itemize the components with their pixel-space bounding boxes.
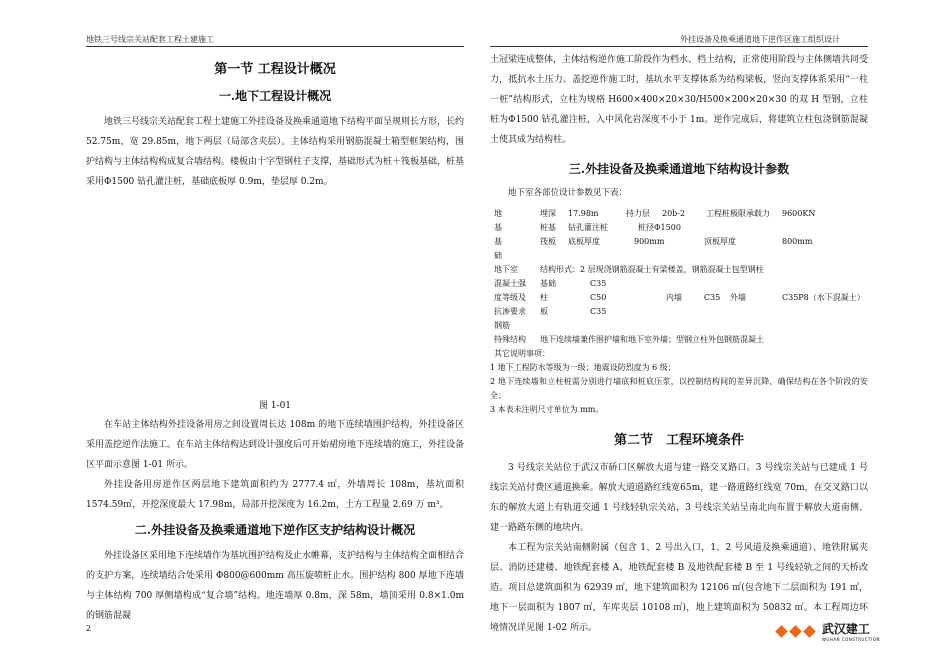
table-cell: 基础 [540, 279, 556, 288]
table-cell: 基 [494, 223, 502, 232]
note: 1 地下工程防水等级为一级；地震设防烈度为 6 级； [490, 363, 676, 372]
paragraph: 外挂设备区采用地下连续墙作为基坑围护结构及止水帷幕，支护结构与主体结构全面相结合的支护方案，连续墙结合处采用 Φ800@600mm 高压旋喷桩止水。围护结构 800 厚地下连墙与主体结构 700 厚侧墙构成“复合墙”结构。地连墙厚 0.8m，深 58m，墙顶采用 0.8×1.0m 的钢筋混凝 [86, 551, 465, 621]
logo-subtitle: WUHAN CONSTRUCTION [821, 637, 880, 642]
table-cell: C35 [704, 293, 721, 302]
subsection-title: 二.外挂设备及换乘通道地下逆作区支护结构设计概况 [134, 523, 416, 537]
logo-text [822, 620, 880, 642]
table-row [490, 291, 868, 305]
table-row [490, 263, 868, 277]
table-cell: 抗渗要求 [494, 307, 526, 316]
table-cell: 内墙 [666, 293, 682, 302]
table-intro: 地下室各部位设计参数见下表： [508, 188, 628, 198]
paragraph: 3 号线宗关站位于武汉市硚口区解放大道与建一路交叉路口。3 号线宗关站与已建成 1 号线宗关站付费区通道换乘。解放大道道路红线宽65m，建一路道路红线宽 70m，在交叉路口以东的解放大道上有轨道交通 1 号线轻轨宗关站，3 号线宗关站呈南北向布置于解放大道南侧、建一路路东侧的地块内。 [490, 463, 868, 533]
table-notes [490, 361, 868, 417]
header-left: 地铁三号线宗关站配套工程土建施工 [86, 35, 214, 44]
table-cell: 结构形式：2 层现浇钢筋混凝土有梁楼盖，钢筋混凝土包型钢柱 [540, 265, 764, 274]
logo-diamond-icon [775, 625, 816, 638]
section-title: 第一节 工程设计概况 [214, 62, 336, 77]
right-page [490, 50, 868, 638]
figure-area [86, 192, 464, 392]
table-cell: 800mm [782, 237, 813, 246]
table-cell: C50 [590, 293, 607, 302]
table-cell: 基 [494, 237, 502, 246]
table-row [490, 347, 868, 361]
table-cell: C35 [590, 279, 607, 288]
paragraph: 在车站主体结构外挂设备用房之间设置周长达 108m 的地下连续墙围护结构，外挂设备区采用盖挖逆作法施工。在车站主体结构达到设计强度后可开始裙房地下连续墙的施工，外挂设备区平面示意图 1-01 所示。 [86, 420, 465, 470]
paragraph: 土冠梁连成整体，主体结构逆作施工阶段作为档水、档土结构，正常使用阶段与主体侧墙共同受力，抵抗水土压力。盖挖逆作施工时，基坑水平支撑体系为结构梁板，竖向支撑体系采用“一柱一桩”结构形式，立柱为规格 H600×400×20×30/H500×200×20×30 的双 H 型钢，立柱桩为Φ1500 钻孔灌注桩，入中风化岩深度不小于 1m。逆作完成后，将建筑立柱包浇钢筋混凝土使其成为结构柱。 [490, 55, 869, 145]
table-cell: C35 [590, 307, 607, 316]
table-row [490, 319, 868, 333]
table-cell: 底板厚度 [568, 237, 600, 246]
table-cell: 20b-2 [662, 209, 686, 218]
table-cell: C35P8（水下混凝土） [782, 293, 865, 302]
table-cell: 地 [494, 209, 502, 218]
table-cell: 顶板厚度 [704, 237, 736, 246]
table-cell: 筏板 [540, 237, 556, 246]
table-row [490, 249, 868, 263]
paragraph: 地铁三号线宗关站配套工程土建施工外挂设备及换乘通道地下结构平面呈规则长方形，长约52.75m，宽 29.85m，地下两层（局部含夹层）。主体结构采用钢筋混凝土箱型框架结构，围护结构与主体结构构成复合墙结构。楼板由十字型钢柱子支撑，基础形式为桩＋筏板基础，桩基采用Φ1500 钻孔灌注桩，基础底板厚 0.9m，垫层厚 0.2m。 [86, 117, 465, 187]
table-cell: 钢筋 [494, 321, 510, 330]
table-cell: 混凝土强 [494, 279, 526, 288]
table-cell: 钻孔灌注桩 [568, 223, 608, 232]
table-cell: 桩径Φ1500 [638, 223, 681, 232]
table-row [490, 277, 868, 291]
left-page [86, 50, 464, 626]
table-cell: 地下室 [494, 265, 518, 274]
table-cell: 特殊结构 [494, 335, 526, 344]
table-cell: 板 [540, 307, 548, 316]
figure-caption: 图 1-01 [258, 401, 292, 411]
company-logo [775, 620, 880, 642]
table-cell: 础 [494, 251, 502, 260]
table-cell: 17.98m [568, 209, 599, 218]
header-rule-left [86, 46, 464, 47]
paragraph: 本工程为宗关站南侧附属（包含 1、2 号出入口，1、2 号风道及换乘通道）、地铁附属夹层、消防还建楼、地铁配套楼 A、地铁配套楼 B 及地铁配套楼 B 至 1 号线轻轨之间的天桥改造。项目总建筑面积为 62939 ㎡，地下建筑面积为 12106 ㎡(包含地下二层面积为 191 ㎡，地下一层面积为 1807 ㎡，车库夹层 10108 ㎡)，地上建筑面积为 50832 ㎡。本工程周边环境情况详见图 1-02 所示。 [490, 543, 868, 633]
note: 2 地下连续墙和立柱桩需分别进行墙底和桩底压浆，以控制结构间的差异沉降，确保结构在各个阶段的安全； [490, 377, 868, 400]
table-cell: 外墙 [730, 293, 746, 302]
table-row [490, 333, 868, 347]
parameter-table [490, 207, 868, 361]
header-right: 外挂设备及换乘通道地下逆作区施工组织设计 [680, 35, 840, 44]
table-cell: 桩基 [540, 223, 556, 232]
table-row [490, 207, 868, 221]
paragraph: 外挂设备用房逆作区两层地下建筑面积约为 2777.4 ㎡，外墙周长 108m，基坑面积 1574.59㎡，开挖深度最大 17.98m，局部开挖深度为 16.2m，土方工程量 2.69 万 m³。 [86, 480, 464, 510]
logo-name: 武汉建工 [821, 622, 870, 636]
table-cell: 度等级及 [494, 293, 526, 302]
table-cell: 柱 [540, 293, 548, 302]
subsection-title: 三.外挂设备及换乘通道地下结构设计参数 [568, 162, 790, 176]
table-cell: 900mm [634, 237, 665, 246]
table-cell: 工程桩极限承载力 [706, 209, 770, 218]
table-cell: 地下连续墙兼作围护墙和地下室外墙；型钢立柱外包钢筋混凝土 [540, 335, 764, 344]
page-number: 2 [86, 624, 92, 633]
table-row [490, 235, 868, 249]
subsection-title: 一.地下工程设计概况 [218, 89, 332, 103]
table-cell: 持力层 [626, 209, 650, 218]
table-cell: 其它说明事项： [494, 349, 550, 358]
section-title: 第二节 工程环境条件 [613, 433, 744, 448]
table-cell: 埋深 [540, 209, 556, 218]
note: 3 本表未注明尺寸单位为 mm。 [490, 405, 604, 414]
table-cell: 9600KN [782, 209, 816, 218]
header-rule-right [490, 46, 868, 47]
table-row [490, 305, 868, 319]
table-row [490, 221, 868, 235]
